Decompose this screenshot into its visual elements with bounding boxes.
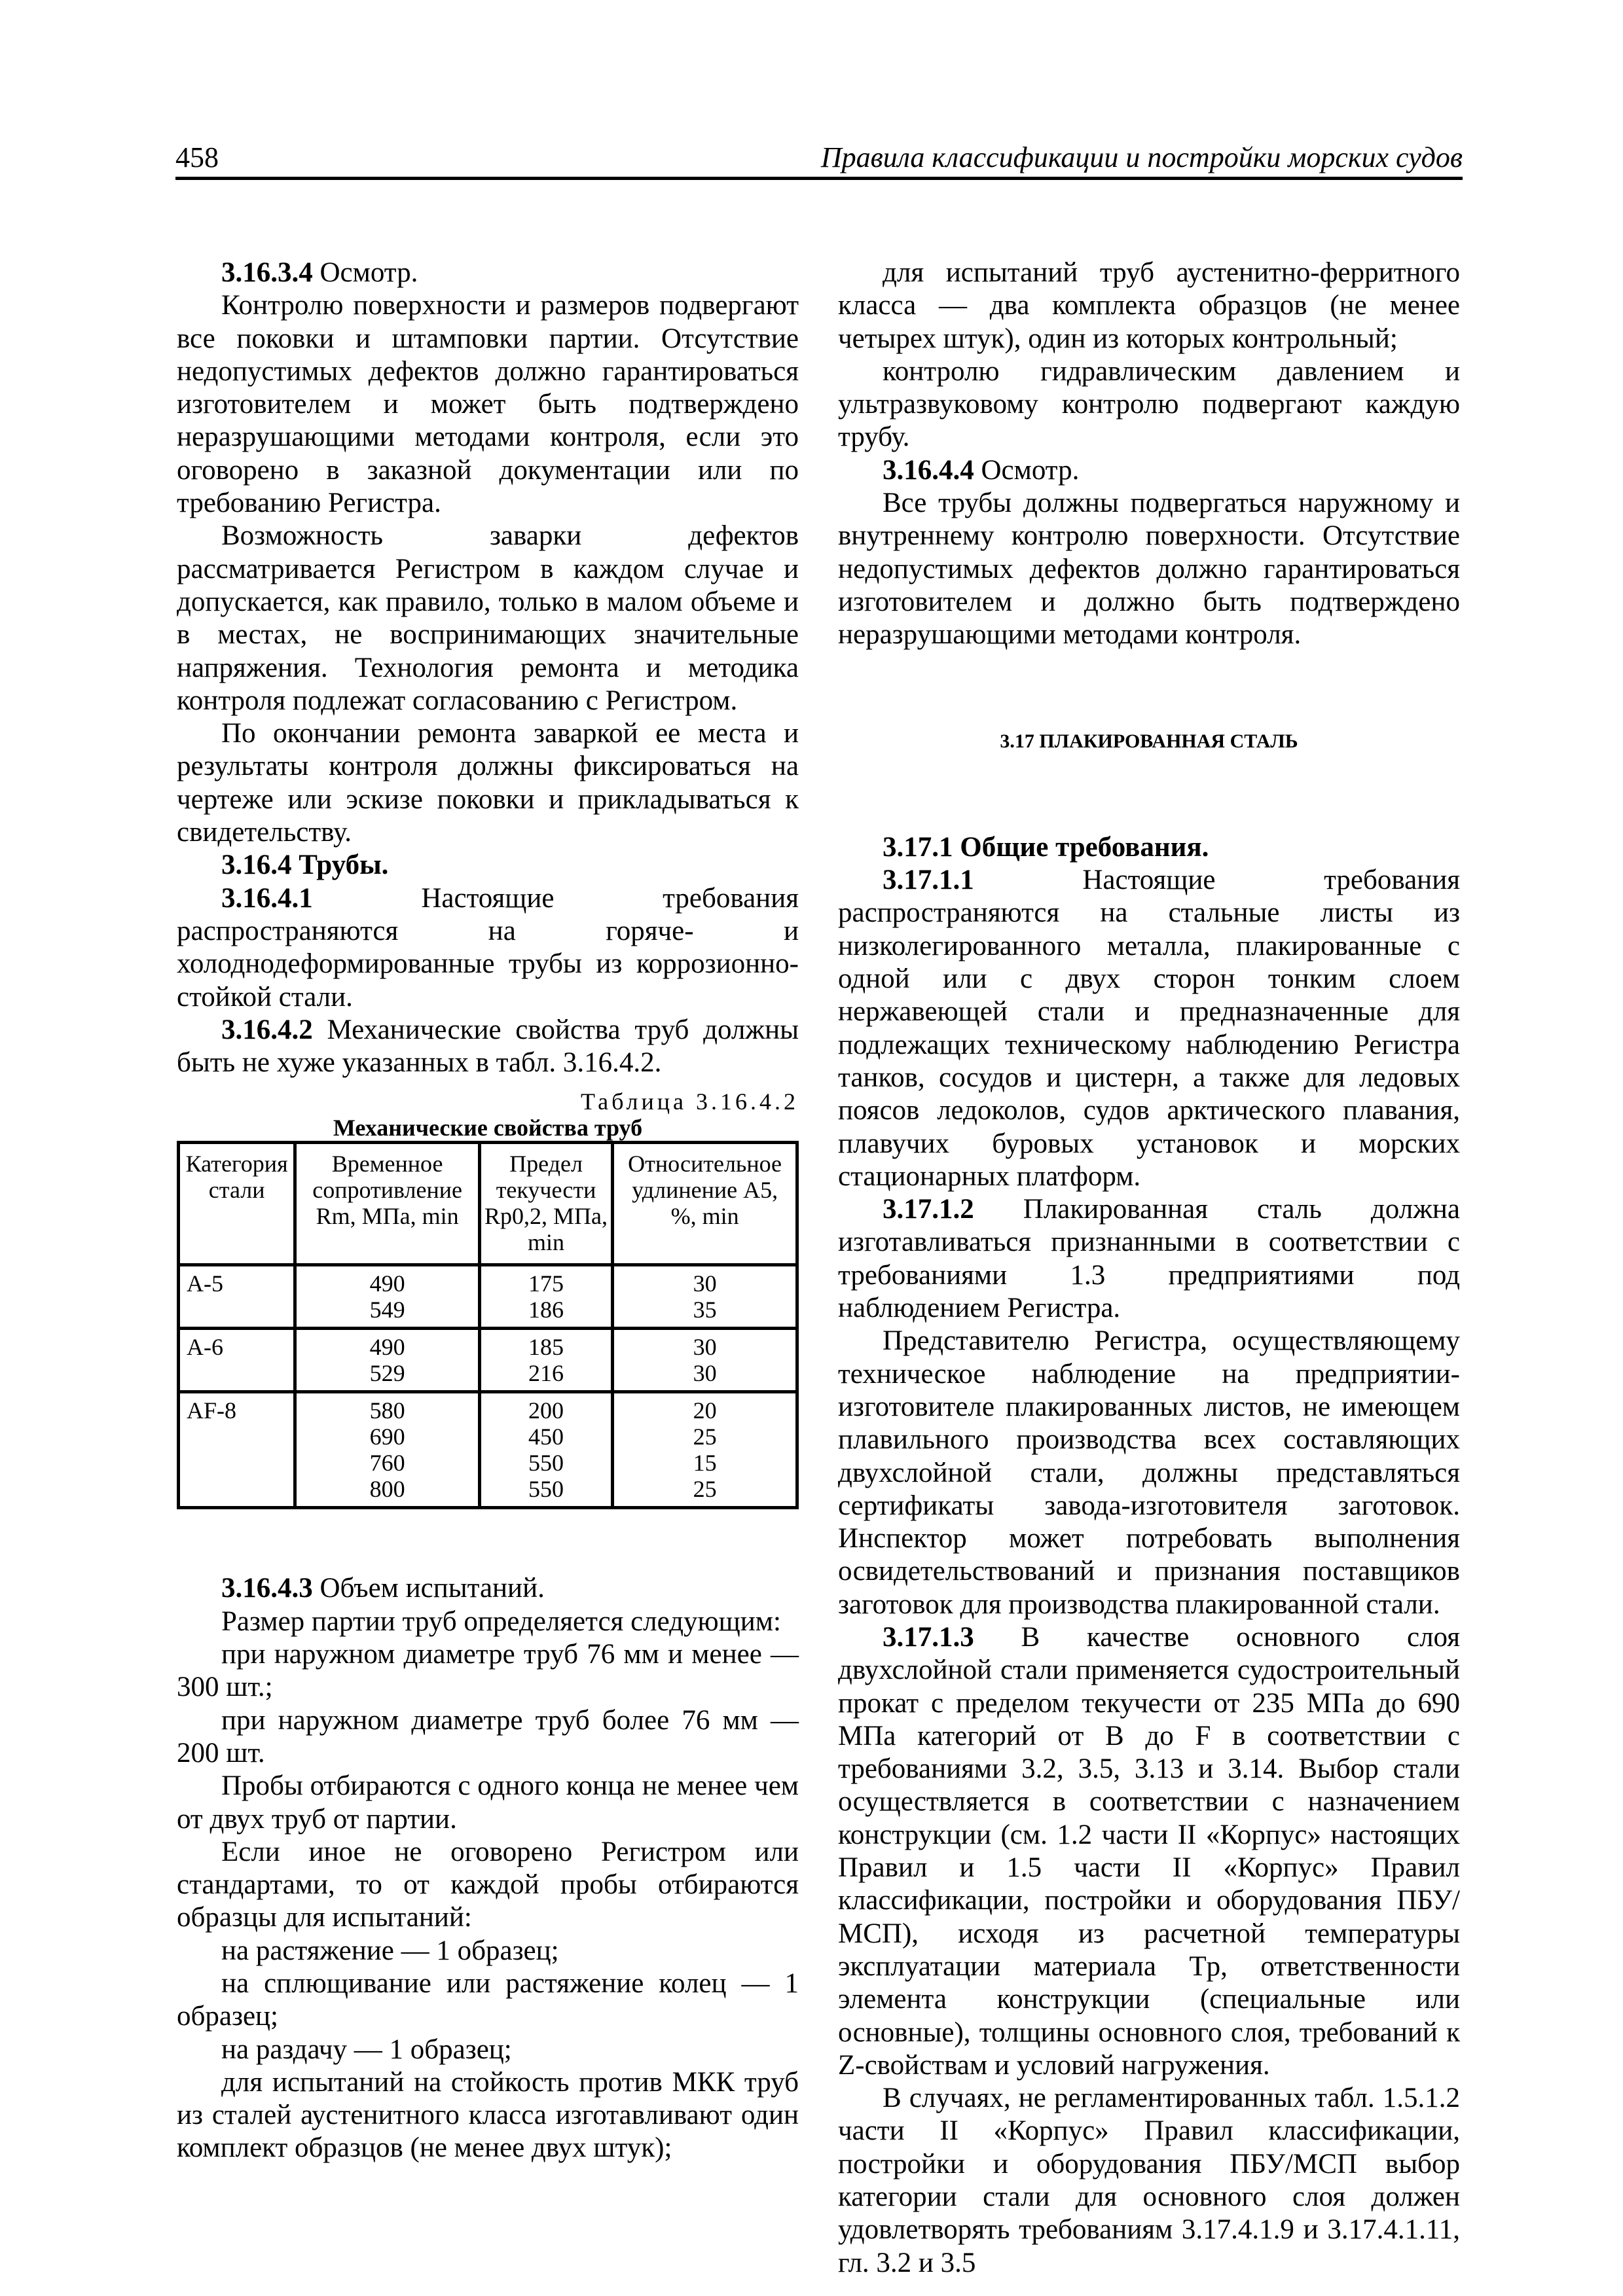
paragraph-text: Настоящие требования распространяются на горяче- и холоднодеформированные трубы из коррозионно-стойкой стали. [177, 882, 799, 1013]
a5-value: 15 [693, 1450, 717, 1477]
paragraph-text: Размер партии труб определяется следующим: [221, 1605, 781, 1637]
paragraph [177, 520, 799, 717]
right-before-section [838, 257, 1460, 652]
paragraph-number: 3.16.4.3 [221, 1573, 313, 1604]
paragraph-number: 3.17.1.1 [883, 865, 974, 896]
paragraph [177, 1770, 799, 1836]
rm-cell [295, 1265, 480, 1329]
page-number: 458 [175, 141, 219, 173]
paragraph-text: для испытаний на стойкость против МКК труб из сталей аустенитного класса изготавливают один комплект образцов (не менее двух штук); [177, 2066, 799, 2164]
paragraph [838, 1621, 1460, 2082]
paragraph-text: Если иное не оговорено Регистром или стандартами, то от каждой пробы отбираются образцы для испытаний: [177, 1836, 799, 1933]
section-heading: 3.17 ПЛАКИРОВАННАЯ СТАЛЬ [1000, 730, 1298, 752]
paragraph-text: Контролю поверхности и размеров подвергают все поковки и штамповки партии. Отсутствие недопустимых дефектов должно гарантироваться изготовителем и может быть подтверждено неразрушающими методами контроля, если это оговорено в заказной документации или по требованию Регистра. [177, 290, 799, 519]
rm-cell [295, 1392, 480, 1508]
paragraph-number: 3.17.1.3 [883, 1621, 974, 1653]
paragraph [177, 1935, 799, 1967]
table-row [179, 1329, 797, 1392]
paragraph [177, 2034, 799, 2066]
right-column [838, 257, 1460, 2280]
header-category: Категория стали [179, 1143, 295, 1265]
rm-value: 490 [369, 1270, 405, 1297]
paragraph [177, 1014, 799, 1080]
a5-value: 30 [693, 1360, 717, 1387]
a5-value: 30 [693, 1334, 717, 1361]
rp-value: 200 [528, 1397, 564, 1424]
paragraph-text: Объем испытаний. [312, 1573, 545, 1604]
rm-value: 760 [369, 1450, 405, 1477]
rp-value: 175 [528, 1270, 564, 1297]
a5-value: 25 [693, 1476, 717, 1503]
rp-value: 550 [528, 1450, 564, 1477]
a5-value: 25 [693, 1424, 717, 1450]
rm-value: 490 [369, 1334, 405, 1361]
paragraph [838, 454, 1460, 487]
paragraph [177, 1836, 799, 1935]
paragraph [177, 1704, 799, 1770]
paragraph-text: при наружном диаметре труб 76 мм и менее — 300 шт.; [177, 1639, 799, 1703]
rp-cell [479, 1392, 612, 1508]
paragraph-text: Возможность заварки дефектов рассматривается Регистром в каждом случае и допускается, как правило, только в малом объеме и в местах, не воспринимающих значительные напряжения. Технология ремонта и методика контроля подлежат согласованию с Регистром. [177, 520, 799, 716]
steel-category: A-5 [179, 1265, 295, 1329]
paragraph [177, 257, 799, 289]
paragraph-text: Пробы отбираются с одного конца не менее чем от двух труб от партии. [177, 1770, 799, 1835]
rp-value: 216 [528, 1360, 564, 1387]
paragraph-text: при наружном диаметре труб более 76 мм — 200 шт. [177, 1704, 799, 1768]
paragraph [838, 831, 1460, 864]
header-rm: Временное сопротивление Rm, МПа, min [295, 1143, 480, 1265]
left-before-table [177, 257, 799, 1079]
paragraph [838, 1325, 1460, 1621]
table-row [179, 1265, 797, 1329]
rm-value: 690 [369, 1424, 405, 1450]
page-header [175, 143, 1463, 180]
left-column [177, 257, 799, 2165]
paragraph-number: 3.16.3.4 [221, 257, 313, 288]
paragraph-text: контролю гидравлическим давлением и ультразвуковому контролю подвергают каждую трубу. [838, 355, 1460, 453]
paragraph [177, 717, 799, 849]
paragraph-text: Плакированная сталь должна изготавливаться признанными в соответствии с требованиями 1.3 предприятиями под наблюдением Регистра. [838, 1194, 1460, 1324]
paragraph-text: для испытаний труб аустенитно-ферритного класса — два комплекта образцов (не менее четырех штук), один из которых контрольный; [838, 257, 1460, 354]
paragraph-text: на растяжение — 1 образец; [221, 1935, 559, 1966]
paragraph [177, 2066, 799, 2165]
paragraph-text: По окончании ремонта заваркой ее места и результаты контроля должны фиксироваться на чертеже или эскизе поковки и прикладываться к свидетельству. [177, 718, 799, 848]
paragraph-text: В качестве основного слоя двухслойной стали применяется судостроительный прокат с пределом текучести от 235 МПа до 690 МПа категорий от B до F в соответствии с требованиями 3.2, 3.5, 3.13 и 3.14. Выбор стали осуществляется в соответствии с назначением конструкции (см. 1.2 части II «Корпус» настоящих Правил и 1.5 части II «Корпус» Правил классификации, постройки и оборудования ПБУ/МСП), исходя из расчетной температуры эксплуатации материала Tp, ответственности элемента конструкции (специальные или основные), толщины основного слоя, требований к Z-свойствам и условий нагружения. [838, 1621, 1460, 2081]
table-title: Механические свойства труб [333, 1115, 643, 1141]
paragraph-text: Настоящие требования распространяются на стальные листы из низколегированного металла, плакированные с одной или с двух сторон тонким слоем нержавеющей стали и предназначенные для подлежащих техническому наблюдению Регистра танков, сосудов и цистерн, а также для ледовых поясов ледоколов, судов арктического плавания, плавучих буровых установок и морских стационарных платформ. [838, 865, 1460, 1192]
running-title: Правила классификации и постройки морских судов [820, 141, 1463, 173]
paragraph [838, 2082, 1460, 2280]
right-after-section [838, 831, 1460, 2280]
paragraph-number: 3.17.1 Общие требования. [883, 831, 1209, 863]
a5-cell [613, 1329, 797, 1392]
table-caption: Таблица 3.16.4.2 [581, 1088, 799, 1115]
rm-value: 529 [369, 1360, 405, 1387]
a5-cell [613, 1392, 797, 1508]
paragraph-text: В случаях, не регламентированных табл. 1.5.1.2 части II «Корпус» Правил классификации, постройки и оборудования ПБУ/МСП выбор категории стали для основного слоя должен удовлетворять требованиям 3.17.4.1.9 и 3.17.4.1.11, гл. 3.2 и 3.5 [838, 2083, 1460, 2278]
rp-value: 186 [528, 1297, 564, 1323]
rp-cell [479, 1329, 612, 1392]
paragraph [177, 289, 799, 520]
table-header-row [179, 1143, 797, 1265]
rp-value: 185 [528, 1334, 564, 1361]
steel-category: AF-8 [179, 1392, 295, 1508]
left-after-table [177, 1572, 799, 2164]
rm-cell [295, 1329, 480, 1392]
paragraph [177, 1605, 799, 1638]
paragraph-text: Механические свойства труб должны быть не хуже указанных в табл. 3.16.4.2. [177, 1014, 799, 1079]
rp-value: 450 [528, 1424, 564, 1450]
a5-cell [613, 1265, 797, 1329]
a5-value: 35 [693, 1297, 717, 1323]
paragraph [838, 1193, 1460, 1325]
paragraph [838, 355, 1460, 454]
mechanical-properties-table [177, 1141, 799, 1509]
paragraph-number: 3.16.4 Трубы. [221, 850, 389, 881]
steel-category: A-6 [179, 1329, 295, 1392]
a5-value: 30 [693, 1270, 717, 1297]
paragraph [177, 882, 799, 1014]
paragraph-text: на раздачу — 1 образец; [221, 2034, 512, 2065]
paragraph [838, 864, 1460, 1193]
paragraph-number: 3.16.4.2 [221, 1014, 313, 1045]
paragraph [177, 1638, 799, 1704]
paragraph-number: 3.17.1.2 [883, 1194, 974, 1225]
paragraph-text: на сплющивание или растяжение колец — 1 образец; [177, 1967, 799, 2032]
header-rp: Предел текучести Rp0,2, МПа, min [479, 1143, 612, 1265]
rm-value: 549 [369, 1297, 405, 1323]
paragraph-number: 3.16.4.1 [221, 882, 313, 914]
header-a5: Относительное удлинение A5, %, min [613, 1143, 797, 1265]
rp-value: 550 [528, 1476, 564, 1503]
paragraph-text: Осмотр. [312, 257, 418, 288]
paragraph-number: 3.16.4.4 [883, 454, 974, 486]
paragraph [177, 1572, 799, 1605]
paragraph [838, 257, 1460, 355]
rp-cell [479, 1265, 612, 1329]
paragraph-text: Все трубы должны подвергаться наружному и внутреннему контролю поверхности. Отсутствие недопустимых дефектов должно гарантироваться изготовителем и должно быть подтверждено неразрушающими методами контроля. [838, 488, 1460, 651]
paragraph [177, 849, 799, 882]
paragraph [838, 487, 1460, 651]
paragraph-text: Представителю Регистра, осуществляющему техническое наблюдение на предприятии-изготовителе плакированных листов, не имеющем плавильного производства всех составляющих двухслойной стали, должны представляться сертификаты завода-изготовителя заготовок. Инспектор может потребовать выполнения освидетельствований и признания поставщиков заготовок для производства плакированной стали. [838, 1325, 1460, 1620]
a5-value: 20 [693, 1397, 717, 1424]
rm-value: 800 [369, 1476, 405, 1503]
rm-value: 580 [369, 1397, 405, 1424]
paragraph-text: Осмотр. [974, 454, 1080, 486]
paragraph [177, 1967, 799, 2034]
table-row [179, 1392, 797, 1508]
